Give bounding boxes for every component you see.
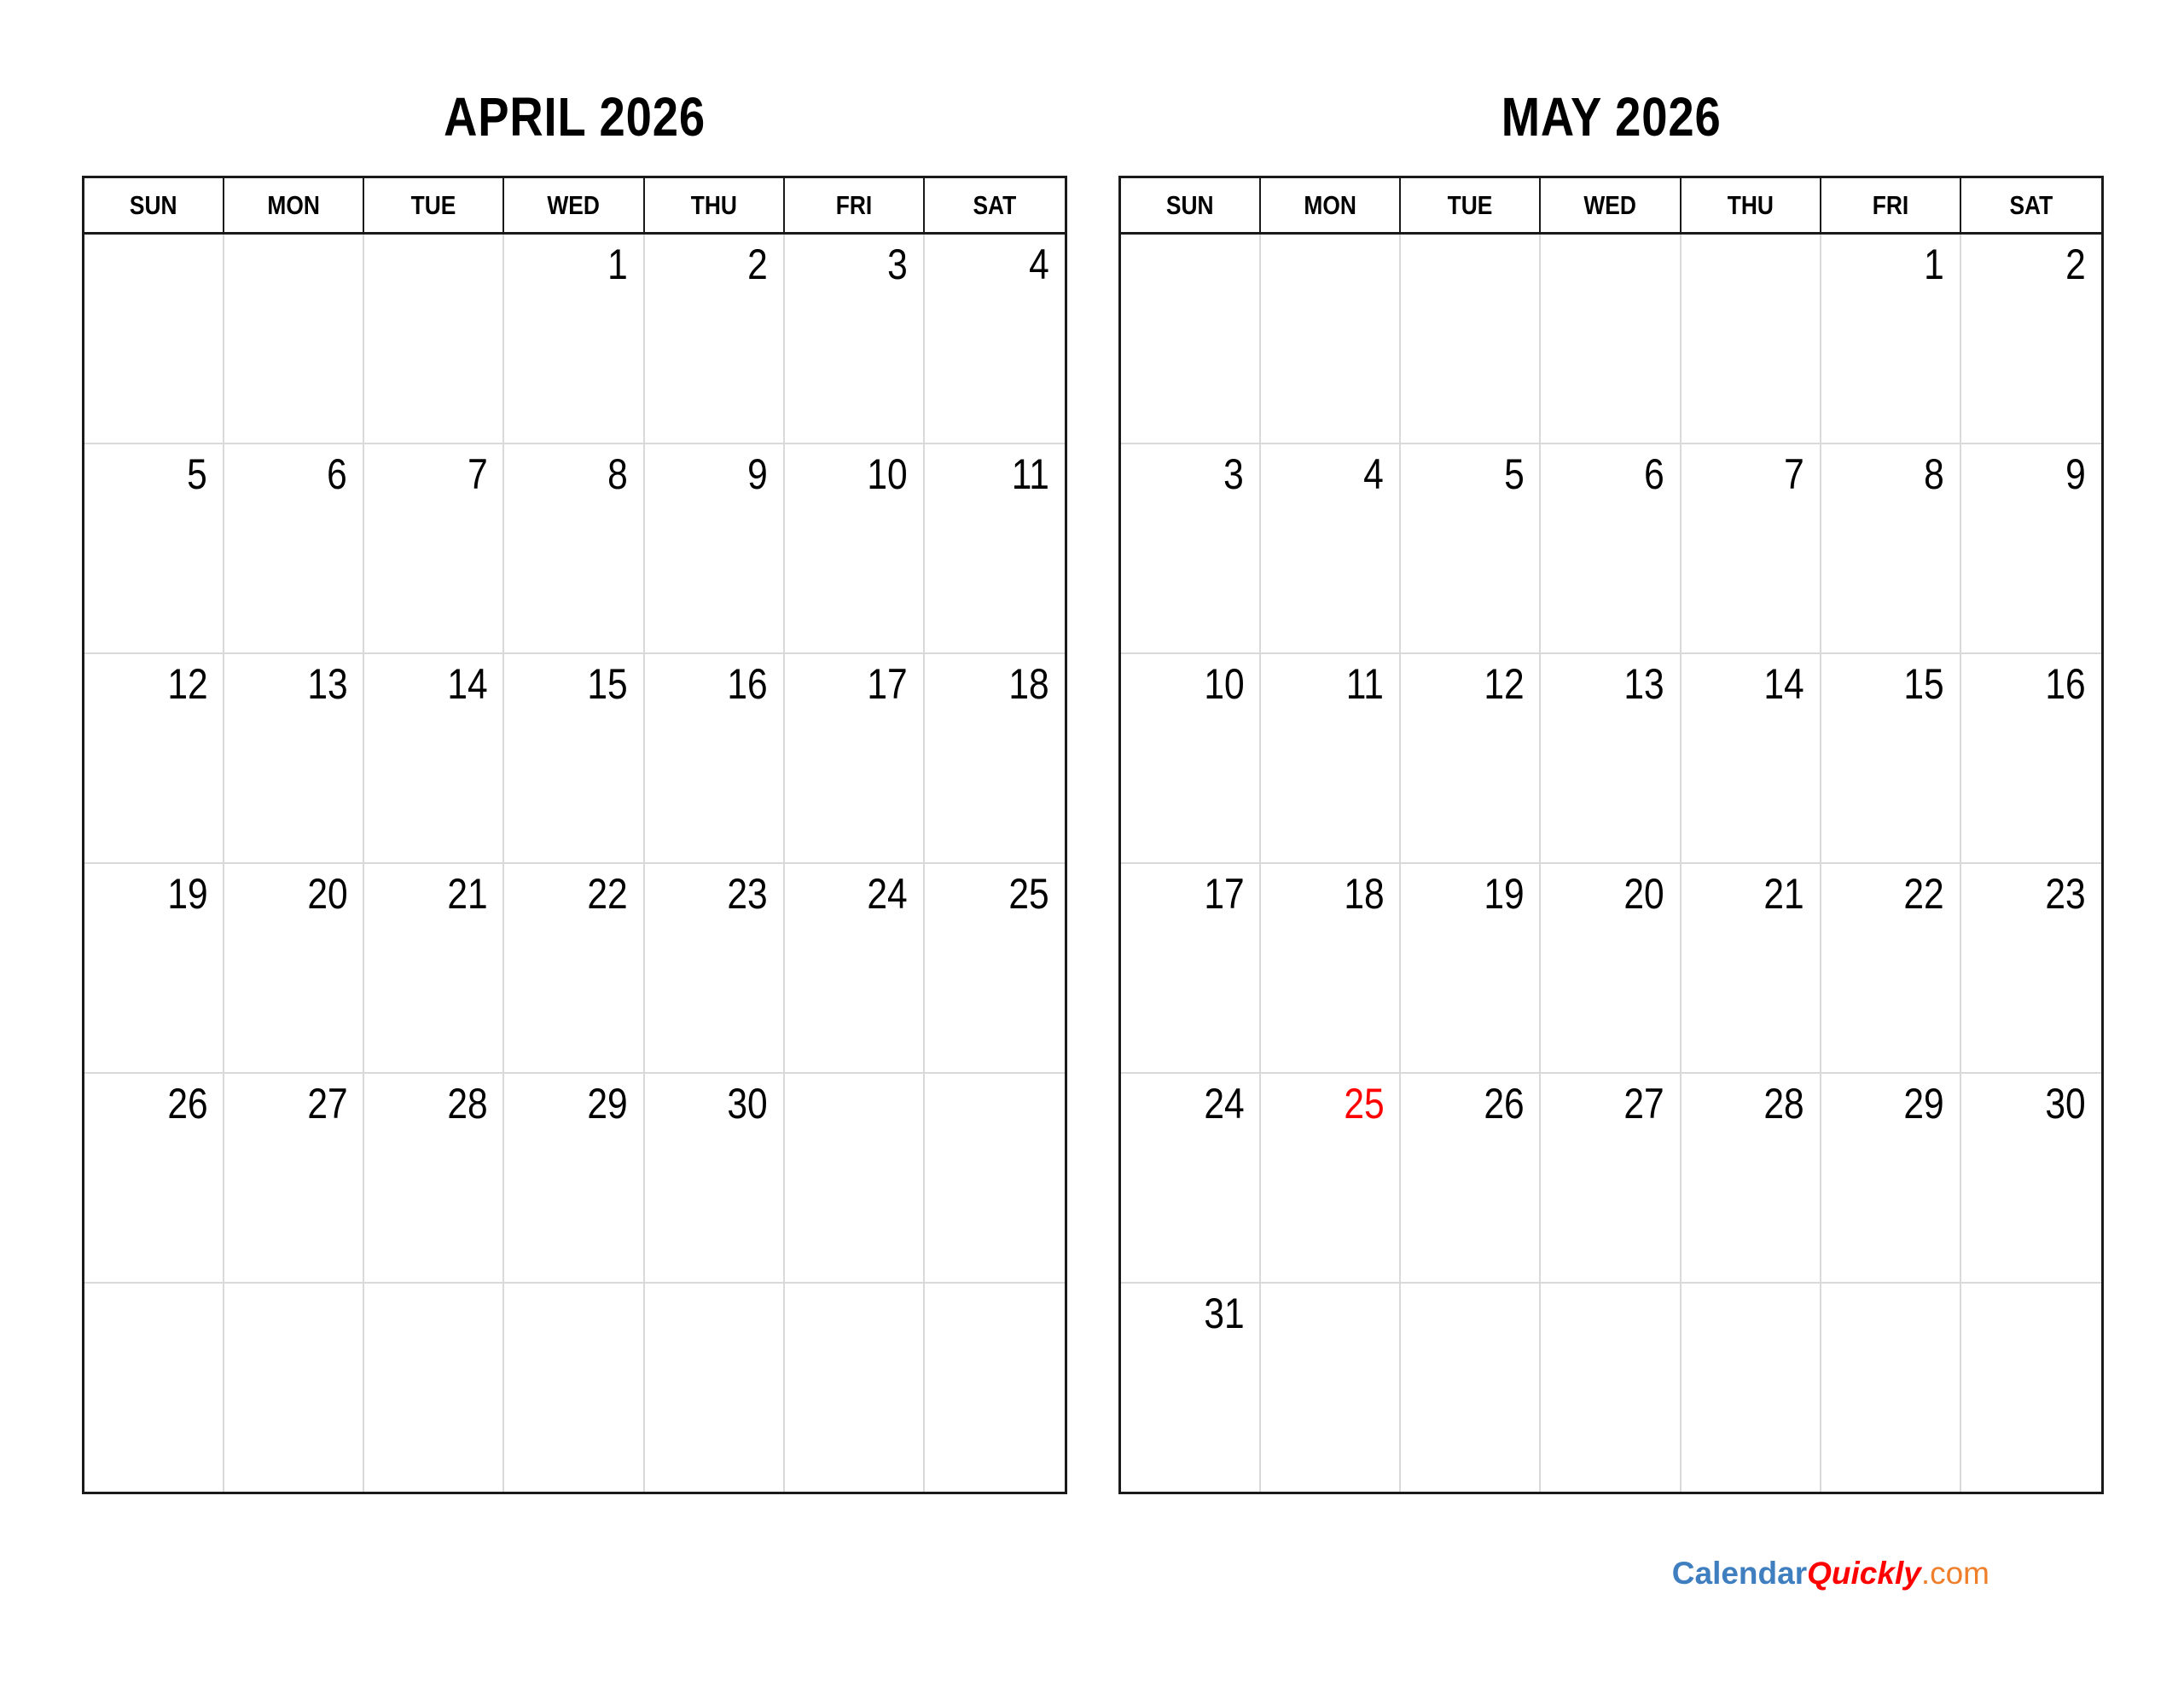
day-cell-7 <box>1682 444 1821 654</box>
day-number: 12 <box>166 660 208 708</box>
day-cell-15 <box>504 654 644 864</box>
day-cell-22 <box>504 864 644 1074</box>
day-cell-17 <box>785 654 925 864</box>
may-title <box>1118 78 2104 155</box>
day-cell-21 <box>1682 864 1821 1074</box>
weekday-label: TUE <box>1447 189 1493 220</box>
day-cell-5 <box>84 444 224 654</box>
day-cell-24 <box>1121 1074 1261 1284</box>
day-number: 23 <box>2045 870 2086 918</box>
day-cell-16 <box>1961 654 2101 864</box>
weekday-header-row <box>1121 178 2101 235</box>
calendarquickly-logo[interactable] <box>1672 1556 1989 1591</box>
day-cell-empty <box>1401 235 1541 444</box>
day-cell-25 <box>1261 1074 1401 1284</box>
week-row <box>84 1074 1065 1284</box>
day-number: 16 <box>2045 660 2086 708</box>
day-cell-13 <box>224 654 364 864</box>
day-cell-empty <box>1401 1284 1541 1492</box>
weekday-header-fri <box>785 178 925 232</box>
day-number: 30 <box>2045 1080 2086 1128</box>
day-number: 4 <box>1363 450 1385 498</box>
week-row <box>1121 1284 2101 1492</box>
week-row <box>1121 1074 2101 1284</box>
day-cell-15 <box>1821 654 1961 864</box>
day-number: 28 <box>1763 1080 1804 1128</box>
day-cell-24 <box>785 864 925 1074</box>
day-cell-empty <box>224 235 364 444</box>
day-cell-5 <box>1401 444 1541 654</box>
day-number: 3 <box>887 241 908 288</box>
may-calendar-grid <box>1118 176 2104 1494</box>
day-number: 7 <box>467 450 488 498</box>
weekday-label: TUE <box>410 189 456 220</box>
weekday-label: FRI <box>1872 189 1908 220</box>
day-cell-empty <box>84 235 224 444</box>
day-cell-11 <box>925 444 1065 654</box>
day-cell-27 <box>224 1074 364 1284</box>
day-number: 9 <box>2065 450 2086 498</box>
day-cell-29 <box>1821 1074 1961 1284</box>
day-number: 25 <box>1344 1080 1385 1128</box>
day-number: 20 <box>307 870 348 918</box>
logo-text-domain: .com <box>1920 1556 1989 1591</box>
day-number: 28 <box>447 1080 488 1128</box>
week-row <box>1121 444 2101 654</box>
day-number: 27 <box>307 1080 348 1128</box>
day-cell-23 <box>645 864 785 1074</box>
day-number: 26 <box>166 1080 208 1128</box>
day-number: 17 <box>1203 870 1245 918</box>
day-cell-16 <box>645 654 785 864</box>
day-number: 17 <box>867 660 908 708</box>
day-number: 25 <box>1008 870 1049 918</box>
day-number: 13 <box>307 660 348 708</box>
weekday-header-wed <box>1541 178 1681 232</box>
day-cell-11 <box>1261 654 1401 864</box>
day-cell-18 <box>925 654 1065 864</box>
day-number: 29 <box>1903 1080 1944 1128</box>
day-number: 24 <box>1203 1080 1245 1128</box>
day-cell-empty <box>1682 235 1821 444</box>
day-number: 21 <box>1763 870 1804 918</box>
weekday-header-mon <box>224 178 364 232</box>
day-cell-19 <box>1401 864 1541 1074</box>
weekday-label: MON <box>1304 189 1356 220</box>
day-cell-empty <box>224 1284 364 1492</box>
day-cell-empty <box>364 235 504 444</box>
day-number: 4 <box>1029 241 1049 288</box>
day-number: 3 <box>1223 450 1245 498</box>
weekday-header-sun <box>84 178 224 232</box>
may-calendar <box>1118 78 2104 1494</box>
logo-text-quickly: Quickly <box>1807 1556 1921 1591</box>
day-number: 16 <box>727 660 768 708</box>
day-cell-8 <box>504 444 644 654</box>
day-cell-9 <box>645 444 785 654</box>
weekday-header-row <box>84 178 1065 235</box>
april-title <box>82 78 1067 155</box>
day-number: 22 <box>587 870 628 918</box>
day-cell-26 <box>84 1074 224 1284</box>
day-number: 15 <box>1903 660 1944 708</box>
day-cell-26 <box>1401 1074 1541 1284</box>
day-number: 20 <box>1623 870 1664 918</box>
week-row <box>1121 654 2101 864</box>
weekday-header-fri <box>1821 178 1961 232</box>
day-cell-1 <box>1821 235 1961 444</box>
day-number: 26 <box>1484 1080 1525 1128</box>
day-cell-empty <box>925 1074 1065 1284</box>
day-cell-18 <box>1261 864 1401 1074</box>
day-cell-empty <box>84 1284 224 1492</box>
day-number: 19 <box>166 870 208 918</box>
day-number: 6 <box>327 450 348 498</box>
day-number: 15 <box>587 660 628 708</box>
weekday-header-tue <box>1401 178 1541 232</box>
day-number: 14 <box>447 660 488 708</box>
day-cell-29 <box>504 1074 644 1284</box>
day-number: 10 <box>1203 660 1245 708</box>
day-number: 18 <box>1008 660 1049 708</box>
day-cell-9 <box>1961 444 2101 654</box>
day-number: 27 <box>1623 1080 1664 1128</box>
weekday-header-sat <box>1961 178 2101 232</box>
day-cell-empty <box>645 1284 785 1492</box>
logo-text-calendar: Calendar <box>1671 1556 1808 1591</box>
day-number: 6 <box>1643 450 1664 498</box>
day-cell-28 <box>364 1074 504 1284</box>
day-cell-3 <box>1121 444 1261 654</box>
weekday-label: THU <box>690 189 737 220</box>
day-cell-14 <box>364 654 504 864</box>
day-cell-20 <box>224 864 364 1074</box>
day-number: 11 <box>1346 660 1385 708</box>
day-cell-21 <box>364 864 504 1074</box>
day-cell-4 <box>1261 444 1401 654</box>
weekday-header-thu <box>645 178 785 232</box>
week-row <box>84 1284 1065 1492</box>
weekday-label: SUN <box>130 189 177 220</box>
day-cell-6 <box>224 444 364 654</box>
day-cell-19 <box>84 864 224 1074</box>
day-cell-empty <box>1821 1284 1961 1492</box>
day-number: 19 <box>1484 870 1525 918</box>
day-number: 21 <box>447 870 488 918</box>
day-cell-2 <box>645 235 785 444</box>
weekday-header-sat <box>925 178 1065 232</box>
day-cell-23 <box>1961 864 2101 1074</box>
day-number: 5 <box>187 450 208 498</box>
day-cell-empty <box>785 1284 925 1492</box>
week-row <box>84 444 1065 654</box>
day-cell-empty <box>1541 1284 1681 1492</box>
weekday-label: WED <box>1583 189 1637 220</box>
calendar-body <box>84 235 1065 1492</box>
calendar-body <box>1121 235 2101 1492</box>
day-cell-empty <box>925 1284 1065 1492</box>
day-cell-4 <box>925 235 1065 444</box>
day-number: 31 <box>1203 1290 1245 1337</box>
weekday-label: SAT <box>973 189 1017 220</box>
day-cell-10 <box>785 444 925 654</box>
day-cell-2 <box>1961 235 2101 444</box>
day-number: 8 <box>607 450 628 498</box>
day-number: 1 <box>1924 241 1944 288</box>
day-cell-empty <box>785 1074 925 1284</box>
april-calendar <box>82 78 1067 1494</box>
day-cell-31 <box>1121 1284 1261 1492</box>
weekday-label: WED <box>547 189 601 220</box>
day-cell-empty <box>1682 1284 1821 1492</box>
day-number: 2 <box>2065 241 2086 288</box>
day-cell-10 <box>1121 654 1261 864</box>
day-number: 23 <box>727 870 768 918</box>
day-cell-12 <box>1401 654 1541 864</box>
day-number: 2 <box>747 241 768 288</box>
day-cell-3 <box>785 235 925 444</box>
day-number: 8 <box>1924 450 1944 498</box>
day-cell-28 <box>1682 1074 1821 1284</box>
day-cell-empty <box>1121 235 1261 444</box>
day-cell-1 <box>504 235 644 444</box>
week-row <box>84 654 1065 864</box>
day-cell-12 <box>84 654 224 864</box>
day-number: 29 <box>587 1080 628 1128</box>
day-cell-22 <box>1821 864 1961 1074</box>
day-cell-empty <box>1961 1284 2101 1492</box>
day-number: 10 <box>867 450 908 498</box>
day-number: 24 <box>867 870 908 918</box>
day-cell-27 <box>1541 1074 1681 1284</box>
day-cell-empty <box>1261 1284 1401 1492</box>
day-cell-14 <box>1682 654 1821 864</box>
day-number: 11 <box>1011 450 1049 498</box>
weekday-header-mon <box>1261 178 1401 232</box>
day-cell-7 <box>364 444 504 654</box>
day-number: 22 <box>1903 870 1944 918</box>
day-cell-20 <box>1541 864 1681 1074</box>
day-cell-empty <box>1541 235 1681 444</box>
day-cell-empty <box>1261 235 1401 444</box>
day-number: 13 <box>1623 660 1664 708</box>
day-cell-8 <box>1821 444 1961 654</box>
week-row <box>84 235 1065 444</box>
day-cell-30 <box>1961 1074 2101 1284</box>
weekday-header-tue <box>364 178 504 232</box>
day-number: 18 <box>1344 870 1385 918</box>
day-number: 9 <box>747 450 768 498</box>
day-cell-17 <box>1121 864 1261 1074</box>
weekday-label: SUN <box>1166 189 1214 220</box>
weekday-header-sun <box>1121 178 1261 232</box>
day-cell-empty <box>504 1284 644 1492</box>
day-number: 12 <box>1484 660 1525 708</box>
day-number: 5 <box>1503 450 1525 498</box>
day-cell-empty <box>364 1284 504 1492</box>
weekday-header-thu <box>1682 178 1821 232</box>
day-cell-6 <box>1541 444 1681 654</box>
week-row <box>84 864 1065 1074</box>
weekday-label: THU <box>1727 189 1774 220</box>
day-cell-13 <box>1541 654 1681 864</box>
day-number: 14 <box>1763 660 1804 708</box>
week-row <box>1121 235 2101 444</box>
day-number: 1 <box>607 241 628 288</box>
weekday-label: SAT <box>2009 189 2053 220</box>
april-calendar-grid <box>82 176 1067 1494</box>
weekday-label: FRI <box>835 189 872 220</box>
day-number: 30 <box>727 1080 768 1128</box>
month-title-text: MAY 2026 <box>1501 86 1722 148</box>
day-cell-30 <box>645 1074 785 1284</box>
week-row <box>1121 864 2101 1074</box>
weekday-label: MON <box>267 189 320 220</box>
month-title-text: APRIL 2026 <box>444 86 706 148</box>
weekday-header-wed <box>504 178 644 232</box>
day-number: 7 <box>1784 450 1804 498</box>
day-cell-25 <box>925 864 1065 1074</box>
